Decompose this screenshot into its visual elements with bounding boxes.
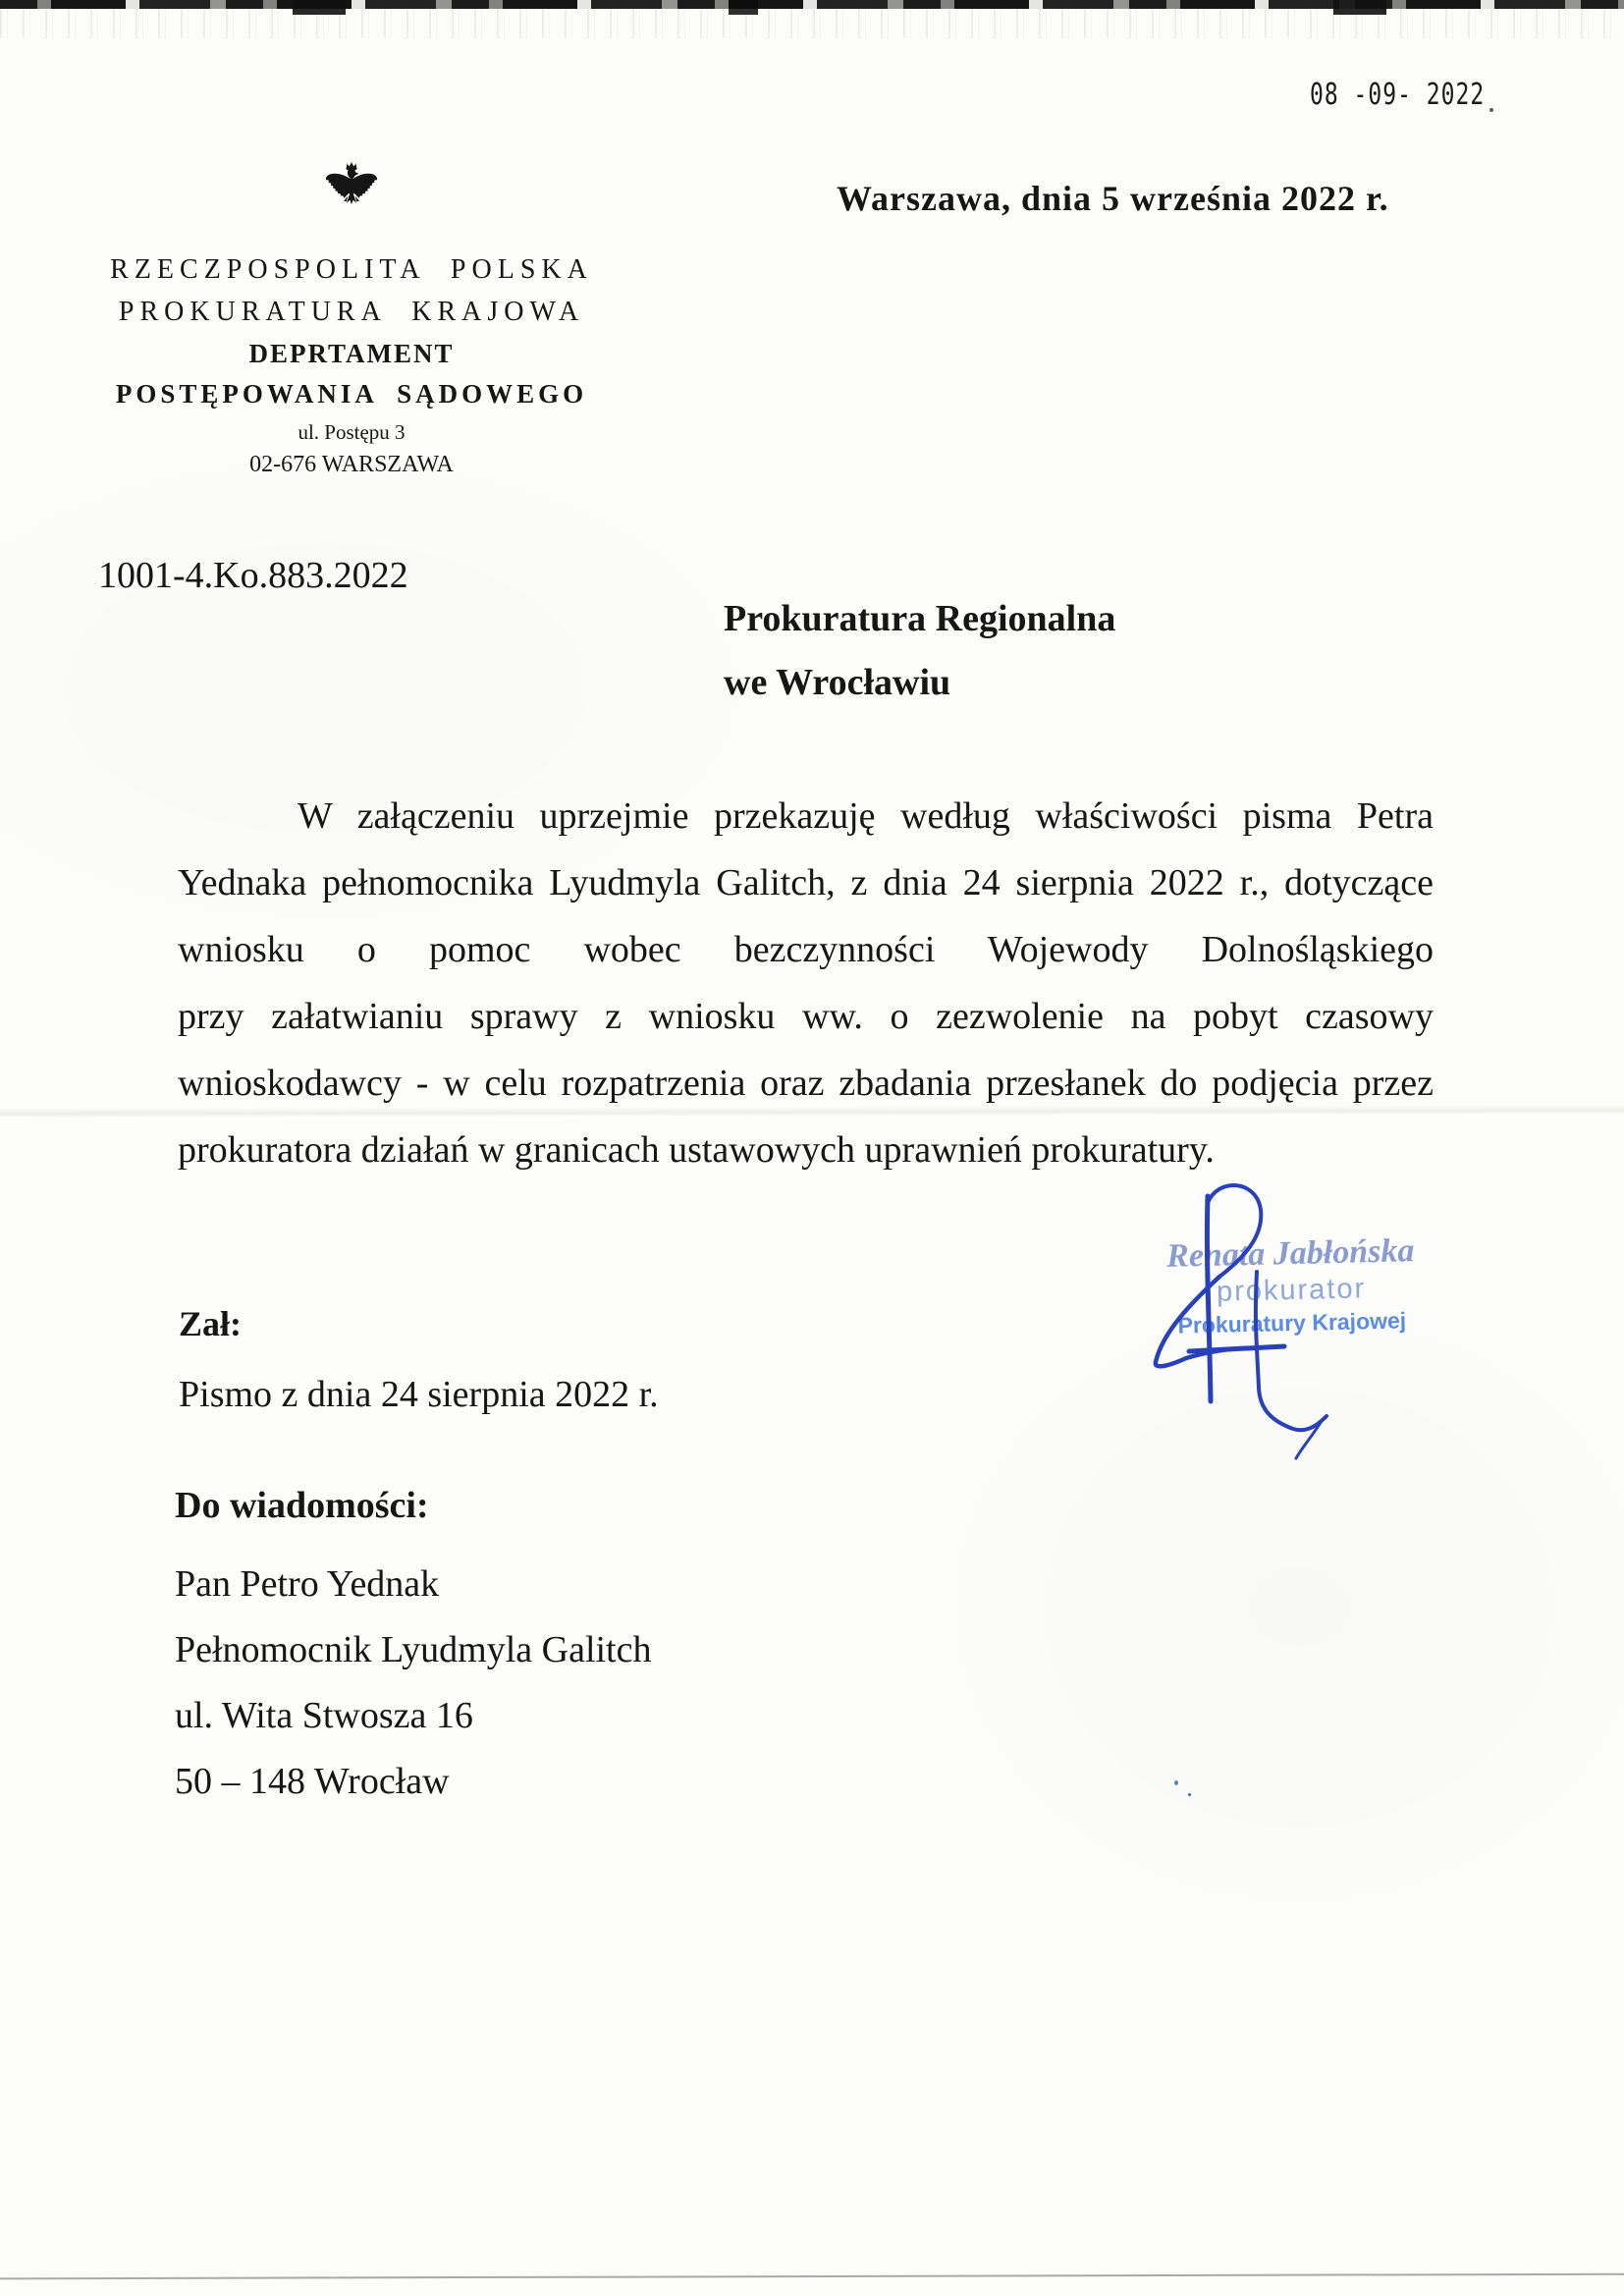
body-line: W załączeniu uprzejmie przekazuję według właściwości pisma Petra [298, 795, 1434, 837]
city-date-line: Warszawa, dnia 5 września 2022 r. [837, 179, 1389, 218]
ink-speck-blue [1188, 1793, 1191, 1796]
received-date-stamp: 08 -09- 2022 [1310, 79, 1486, 112]
handwritten-signature [1119, 1174, 1355, 1478]
scan-edge-artifact-bottom [0, 2273, 1624, 2280]
ink-speck [1489, 108, 1493, 112]
letterhead-department-line2: POSTĘPOWANIA SĄDOWEGO [115, 378, 588, 409]
cc-label: Do wiadomości: [175, 1485, 429, 1526]
letterhead-institution: PROKURATURA KRAJOWA [118, 296, 585, 327]
body-line: Yednaka pełnomocnika Lyudmyla Galitch, z dnia 24 sierpnia 2022 r., dotyczące [178, 862, 1434, 903]
letterhead [57, 157, 646, 479]
body-paragraph [178, 783, 1434, 1183]
addressee-line1: Prokuratura Regionalna [724, 598, 1116, 639]
cc-line: 50 – 148 Wrocław [175, 1761, 450, 1802]
letterhead-street: ul. Postępu 3 [298, 419, 406, 444]
body-line: wnioskodawcy - w celu rozpatrzenia oraz zbadania przesłanek do podjęcia przez [178, 1063, 1434, 1104]
scan-streaks [0, 9, 1624, 38]
stamp-title: prokurator [1216, 1273, 1367, 1308]
attachments-label: Zał: [179, 1304, 243, 1343]
addressee-block [724, 587, 1115, 715]
reference-number: 1001-4.Ko.883.2022 [98, 555, 408, 596]
cc-line: Pan Petro Yednak [175, 1563, 440, 1605]
cc-line: ul. Wita Stwosza 16 [175, 1695, 473, 1736]
letterhead-department-line1: DEPRTAMENT [248, 339, 455, 369]
stamp-name: Renata Jabłońska [1165, 1232, 1415, 1275]
body-line: wniosku o pomoc wobec bezczynności Wojewody Dolnośląskiego [178, 929, 1434, 970]
attachments-item: Pismo z dnia 24 sierpnia 2022 r. [179, 1374, 659, 1415]
ink-speck-blue [1174, 1780, 1178, 1785]
letterhead-postal-city: 02-676 WARSZAWA [249, 452, 454, 478]
stamp-org: Prokuratury Krajowej [1177, 1307, 1407, 1339]
letterhead-country: RZECZPOSPOLITA POLSKA [110, 254, 593, 285]
addressee-line2: we Wrocławiu [724, 662, 951, 703]
cc-block [175, 1552, 651, 1815]
body-line: prokuratora działań w granicach ustawowych uprawnień prokuratury. [178, 1129, 1215, 1171]
polish-eagle-emblem [324, 157, 379, 232]
cc-line: Pełnomocnik Lyudmyla Galitch [175, 1629, 652, 1670]
body-line: przy załatwianiu sprawy z wniosku ww. o zezwolenie na pobyt czasowy [178, 996, 1434, 1037]
